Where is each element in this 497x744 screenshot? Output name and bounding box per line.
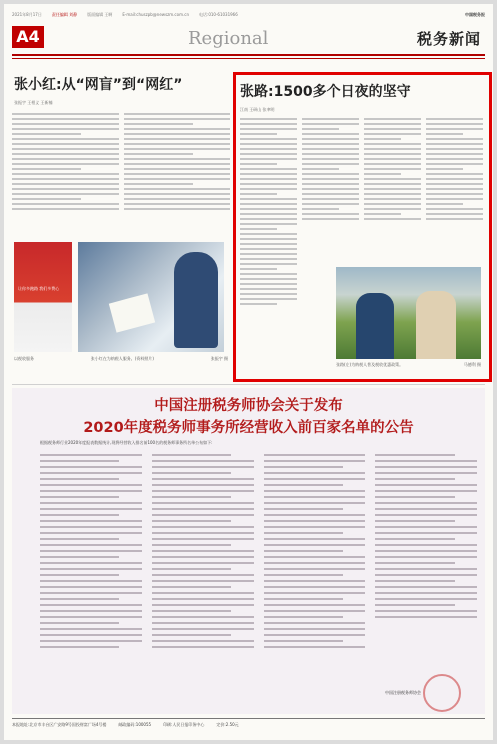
caption-text: 张路(左)为纳税人普及税收优惠政策。 (336, 362, 404, 367)
header-rule (12, 54, 485, 56)
left-article-body (12, 110, 230, 213)
header-rule-thin (12, 58, 485, 59)
footer-price: 定价:2.50元 (216, 722, 239, 727)
firm-list-column (152, 450, 254, 652)
highlighted-article-headline: 张路:1500多个日夜的坚守 (240, 84, 411, 100)
firm-list-column (264, 450, 366, 652)
firm-list-column (40, 450, 142, 652)
newspaper-page (4, 4, 493, 740)
footer-printer: 印刷:人民日报印务中心 (163, 722, 205, 727)
announcement-title-line1: 中国注册税务师协会关于发布 (154, 398, 343, 414)
editor-credit: 责任编辑 刘静 (51, 12, 78, 17)
announcement-block (12, 388, 485, 714)
footer-postcode: 邮政编码:100055 (118, 722, 152, 727)
taxpayer-figure (416, 291, 456, 359)
announcement-issuer: 中国注册税务师协会 (385, 690, 421, 695)
highlighted-article-photo (336, 267, 481, 359)
caption-author: 张振宇 摄 (210, 356, 228, 361)
tax-officer-figure (356, 293, 394, 359)
issue-date: 2021年8月17日 (12, 12, 42, 17)
announcement-subtitle: 根据税务师行业2020年度报表数据统计,现将经营收入排名前100名的税务师事务所名单公布如下: (40, 440, 213, 445)
footer-address: 本报地址:北京市丰台区广安路9号国投财富广场4号楼 (12, 722, 107, 727)
service-poster-photo (14, 242, 72, 352)
highlighted-article[interactable] (233, 72, 492, 382)
designer-credit: 版面编辑 王啊 (87, 12, 113, 17)
firm-list (40, 450, 477, 652)
poster-slogan: 让你多跑路 我们多费心 (18, 286, 60, 291)
official-seal-icon (423, 674, 461, 712)
left-article-headline: 张小红:从“网盲”到“网红” (14, 77, 183, 93)
tax-officer-photo (78, 242, 224, 352)
section-chinese-title: 税务新闻 (416, 30, 481, 48)
left-photo-captions (14, 356, 228, 362)
caption-b: 张小红在为纳税人服务。(资料照片) (90, 356, 154, 361)
contact-email: E-mail:chuszpb@newszm.com.cn (122, 12, 189, 17)
left-article (12, 70, 230, 370)
paper-name: 中国税务报 (465, 12, 485, 17)
section-divider (12, 384, 485, 385)
page-top-line (12, 12, 485, 22)
page-footer (12, 718, 485, 728)
document-in-photo (109, 293, 155, 332)
section-english-title: Regional (188, 28, 269, 49)
contact-phone: 电话:010-61031966 (198, 12, 238, 17)
page-number: A4 (12, 26, 44, 48)
left-article-column (124, 110, 231, 213)
article-column (240, 115, 297, 308)
highlighted-article-byline: 江南 王研山 张聿明 (240, 107, 275, 112)
left-article-byline: 张振宇 王相义 王新楠 (14, 100, 53, 105)
caption-a: 以税收服务 (14, 356, 34, 361)
left-article-column (12, 110, 119, 213)
highlighted-photo-caption (336, 362, 481, 368)
left-article-photos (14, 242, 224, 352)
officer-figure (174, 252, 218, 348)
announcement-title-line2: 2020年度税务师事务所经营收入前百家名单的公告 (83, 420, 414, 436)
firm-list-column (375, 450, 477, 652)
caption-author: 马德利 摄 (463, 362, 481, 367)
